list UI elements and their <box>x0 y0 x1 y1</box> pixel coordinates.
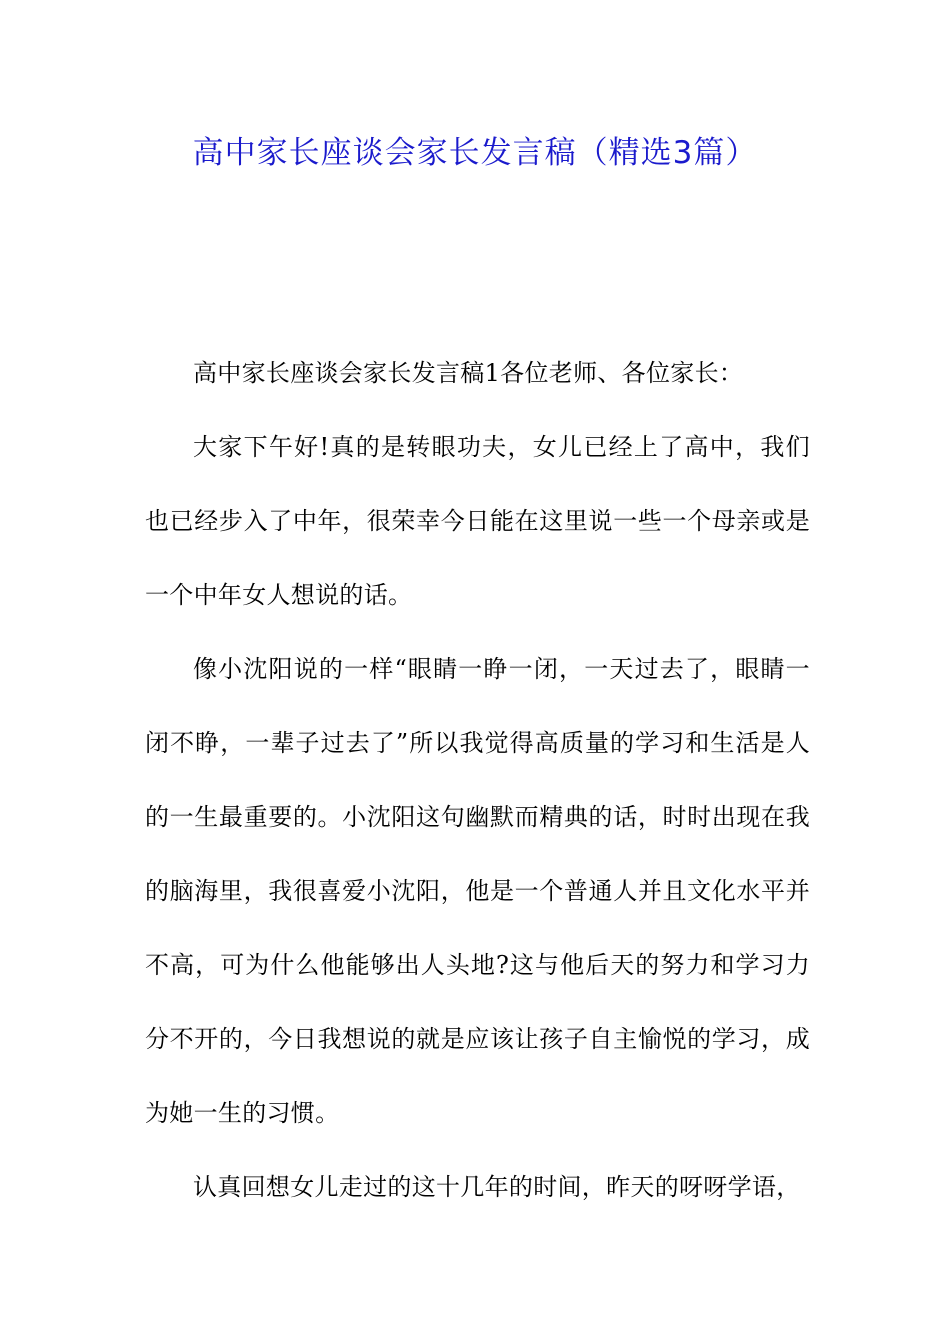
paragraph-2: 大家下午好!真的是转眼功夫，女儿已经上了高中，我们也已经步入了中年，很荣幸今日能在这里说一些一个母亲或是一个中年女人想说的话。 <box>145 433 810 609</box>
paragraph-1: 高中家长座谈会家长发言稿1各位老师、各位家长： <box>193 359 744 387</box>
document-body <box>145 336 810 1224</box>
paragraph-4: 认真回想女儿走过的这十几年的时间，昨天的呀呀学语， <box>193 1173 801 1201</box>
document-title: 高中家长座谈会家长发言稿（精选3篇） <box>192 135 758 171</box>
paragraph-3: 像小沈阳说的一样“眼睛一睁一闭，一天过去了，眼睛一闭不睁，一辈子过去了”所以我觉得高质量的学习和生活是人的一生最重要的。小沈阳这句幽默而精典的话，时时出现在我的脑海里，我很喜爱小沈阳，他是一个普通人并且文化水平并不高，可为什么他能够出人头地?这与他后天的努力和学习力分不开的，今日我想说的就是应该让孩子自主愉悦的学习，成为她一生的习惯。 <box>145 655 810 1127</box>
